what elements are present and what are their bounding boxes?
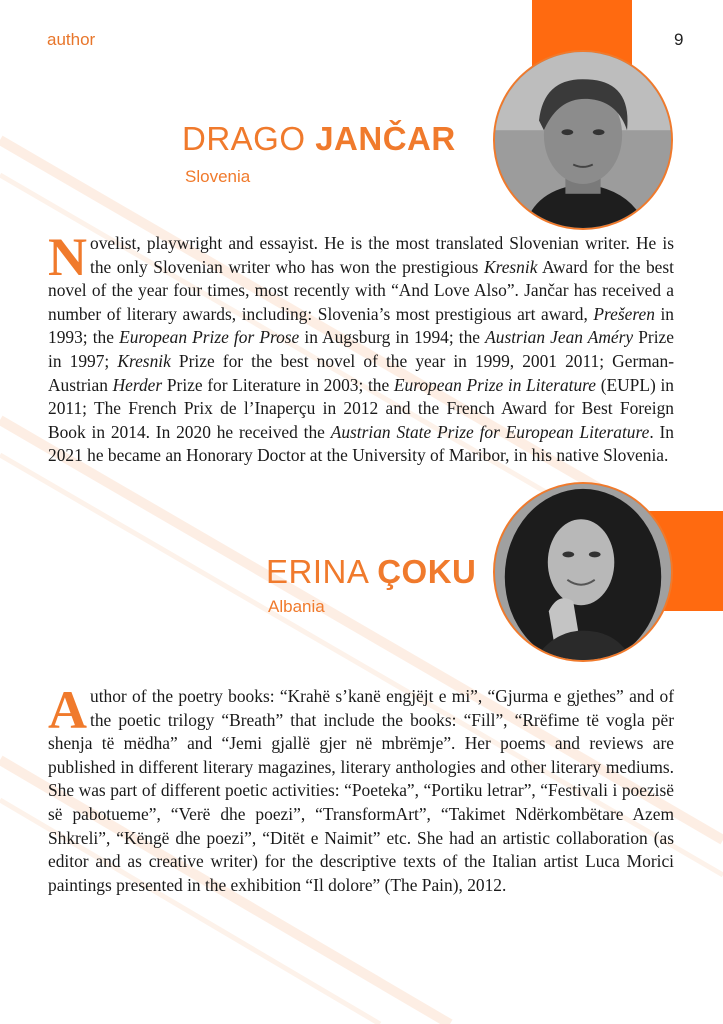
author-country-jancar: Slovenia (185, 167, 251, 186)
author-bio-coku (48, 680, 674, 897)
author-last-name: JANČAR (315, 120, 456, 157)
bio-text: Award for the best novel of the year four times, most recently with “And Love Also”. Jančar has received a number of literary awards, including: Slovenia’s most prestigious art award, (48, 256, 674, 324)
author-portrait-woman-icon (495, 484, 671, 660)
bio-dropcap: A (48, 680, 87, 740)
bio-text: uthor of the poetry books: “Krahë s’kanë engjëjt e mi”, “Gjurma e gjethes” and of the poetic trilogy “Breath” that include the books: “Fill”, “Rrëfime të vogla për shenja të mëdha” and “Jemi gjallë gjer në mbrëmje”. Her poems and reviews are published in different literary magazines, literary anthologies and other literary mediums. She was part of different poetic activities: “Poeteka”, “Portiku letrar”, “Festivali i poezisë së pabotueme”, “Verë dhe poezi”, “TransformArt”, “Takimet Ndërkombëtare Azem Shkreli”, “Këngë dhe poezi”, “Ditët e Naimit” etc. She had an artistic collaboration (as editor and as creative writer) for the descriptive texts of the Italian artist Luca Morici paintings presented in the exhibition “Il dolore” (The Pain), 2012. (48, 686, 674, 895)
author-first-name: ERINA (266, 553, 368, 590)
bio-italic-text: Herder (112, 374, 163, 395)
author-photo-jancar (493, 50, 673, 230)
bio-italic-text: Austrian Jean Améry (485, 327, 634, 348)
bio-text: Prize for the best novel of the year in 1999, 2001 2011; German-Austrian (48, 350, 674, 395)
bio-text: (EUPL) in 2011; The French Prix de l’Inaperçu in 2012 and the French Award for Best Foreign Book in 2014. In 2020 he received the (48, 374, 674, 442)
author-country-coku: Albania (268, 597, 325, 616)
bio-dropcap: N (48, 227, 87, 287)
bio-text: in 1993; the (48, 303, 675, 348)
author-bio-jancar (48, 227, 675, 468)
bio-italic-text: European Prize in Literature (393, 374, 597, 395)
bio-italic-text: Kresnik (117, 350, 171, 371)
bio-text: in Augsburg in 1994; the (299, 327, 486, 348)
bio-text: . In 2021 he became an Honorary Doctor at the University of Maribor, in his native Slovenia. (48, 421, 674, 466)
author-name-coku (266, 553, 476, 591)
author-name-jancar (182, 120, 456, 158)
bio-text: Prize in 1997; (48, 327, 674, 371)
bio-italic-text: Kresnik (483, 256, 538, 277)
bio-italic-text: Prešeren (593, 303, 655, 324)
bio-text: ovelist, playwright and essayist. He is the most translated Slovenian writer. He is the only Slovenian writer who has won the prestigious (90, 233, 674, 277)
author-last-name: ÇOKU (377, 553, 477, 590)
bio-text: Prize for Literature in 2003; the (162, 374, 394, 395)
author-photo-coku (493, 482, 673, 662)
author-first-name: DRAGO (182, 120, 306, 157)
section-label: author (47, 30, 96, 49)
bio-italic-text: European Prize for Prose (119, 327, 300, 348)
page-number: 9 (674, 30, 684, 49)
bio-italic-text: Austrian State Prize for European Literature (330, 421, 650, 442)
author-portrait-man-icon (495, 52, 671, 228)
